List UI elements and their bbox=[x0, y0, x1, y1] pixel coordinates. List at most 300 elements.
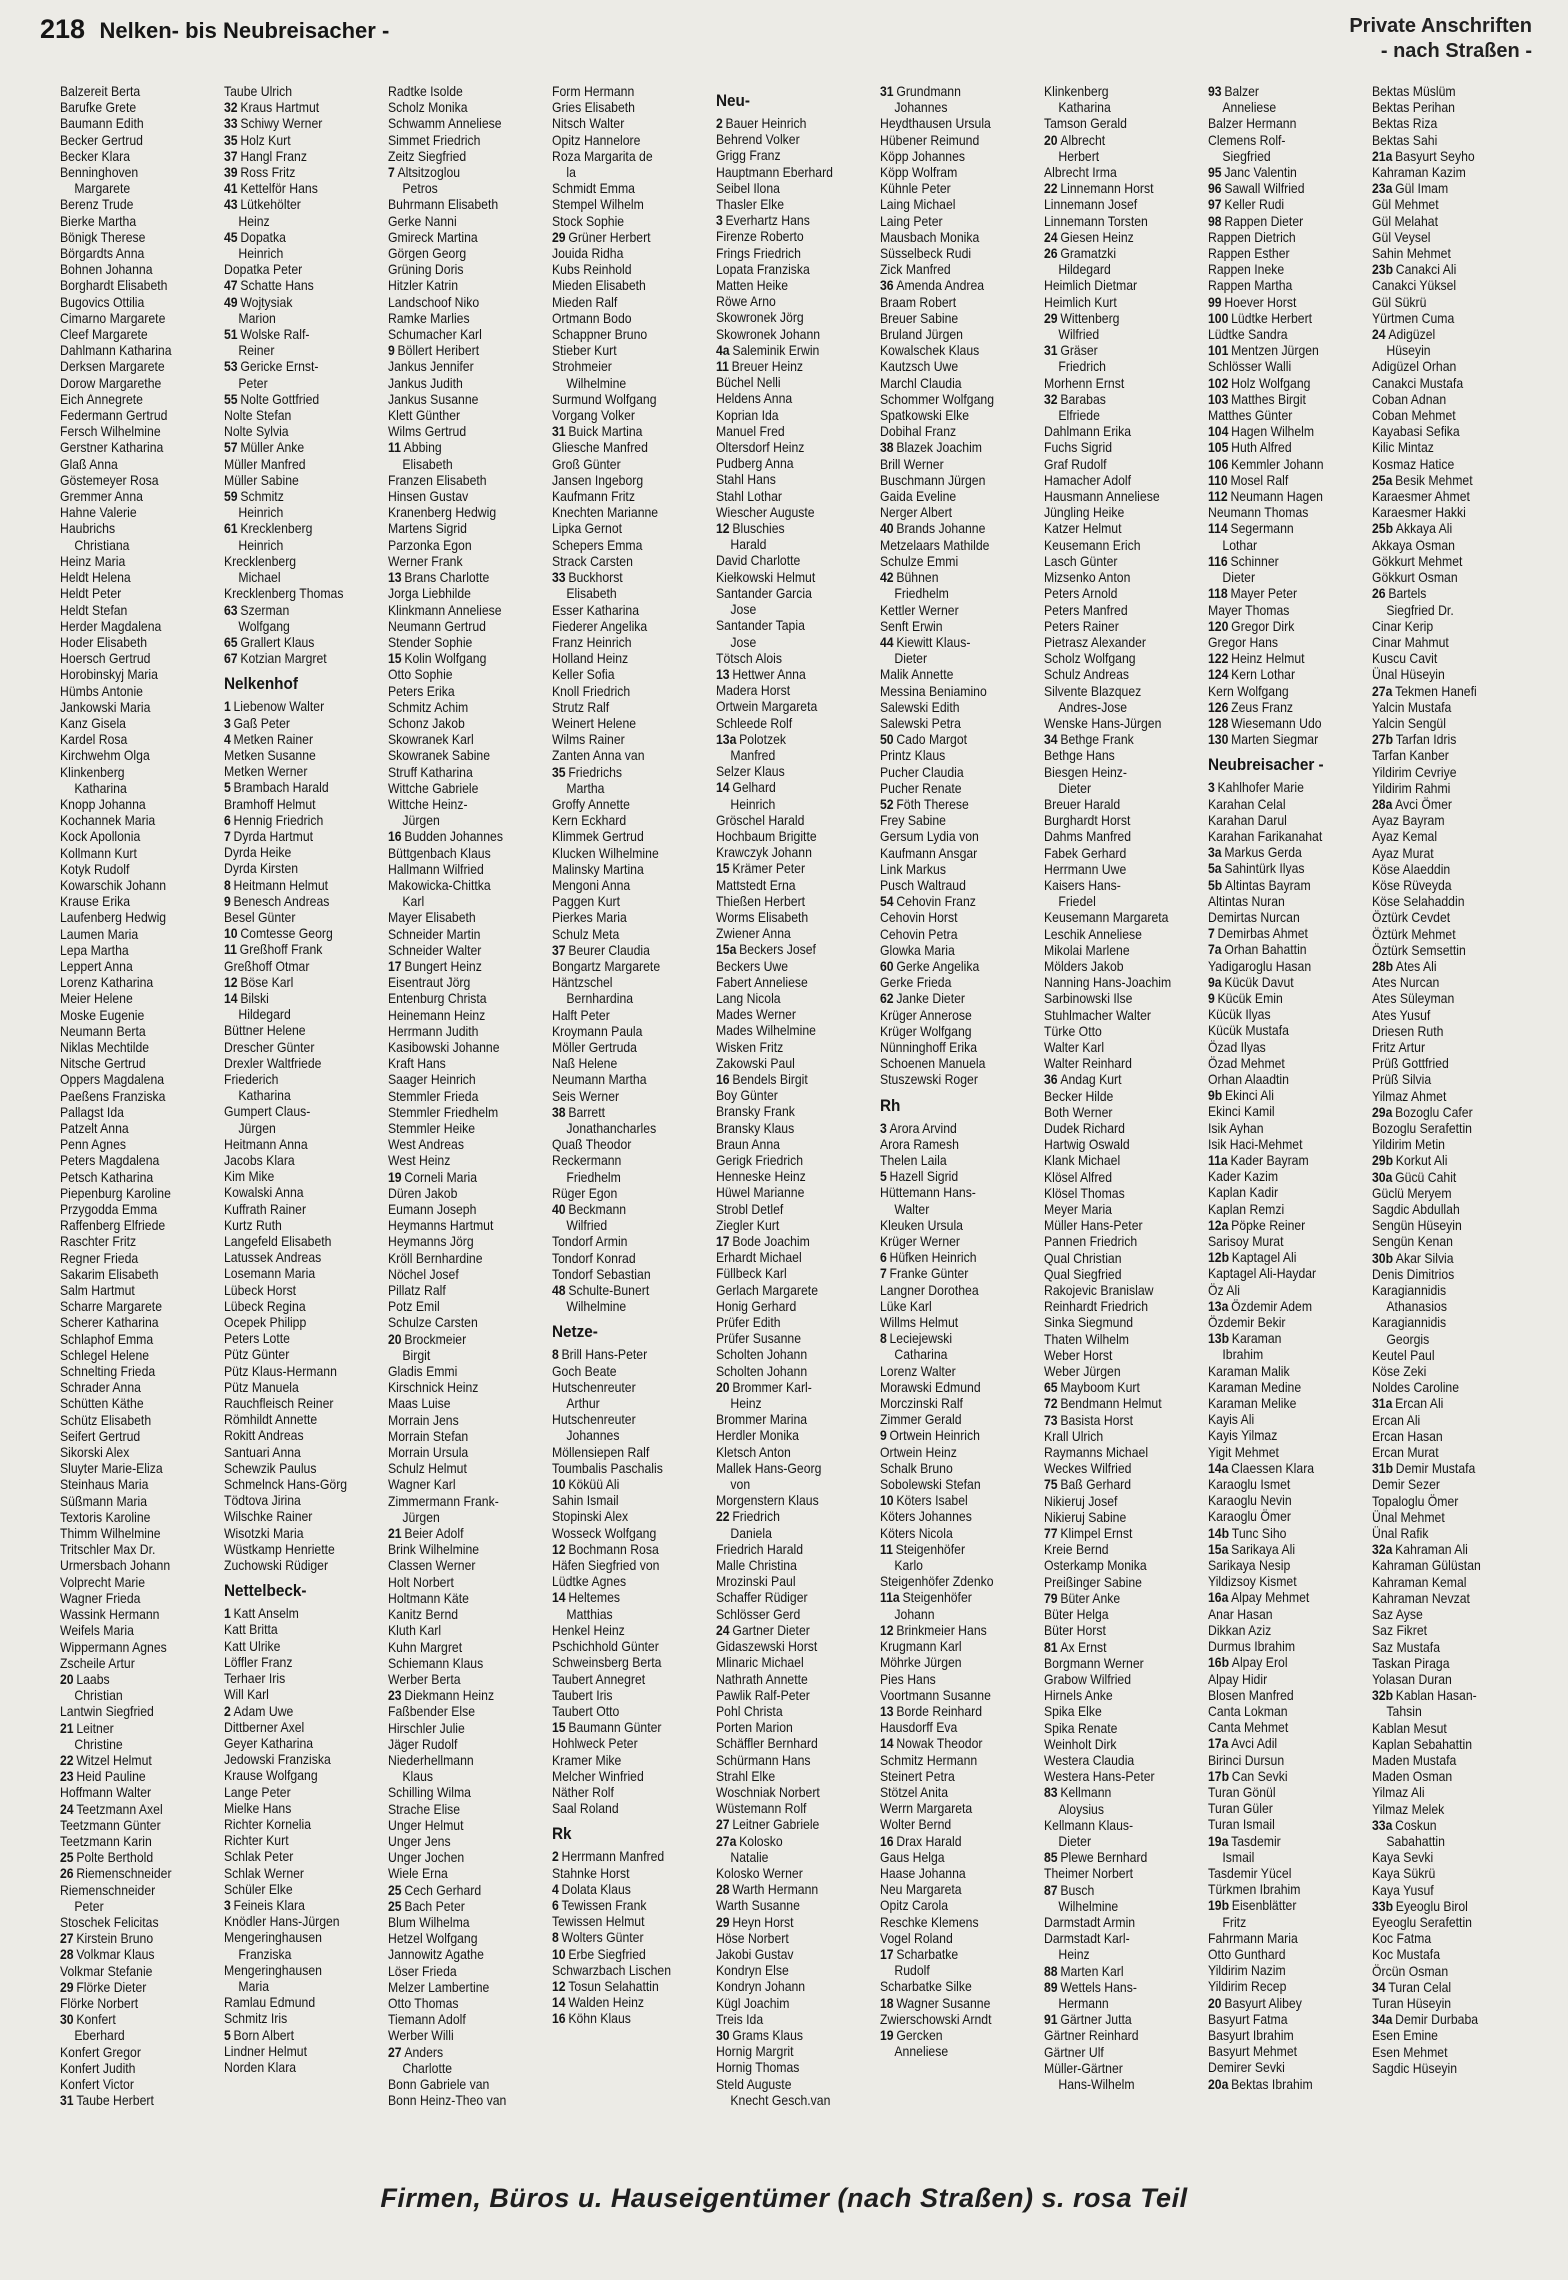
house-number: 7 bbox=[388, 165, 395, 181]
directory-entry: Karaman Medine bbox=[1208, 1379, 1302, 1395]
directory-entry bbox=[716, 1234, 858, 1250]
house-number: 15a bbox=[716, 942, 737, 958]
directory-entry: Bramhoff Helmut bbox=[224, 796, 316, 812]
directory-entry: Heldt Helena bbox=[60, 570, 131, 586]
directory-entry bbox=[552, 1995, 694, 2011]
resident-name: Besik Mehmet bbox=[1395, 472, 1473, 488]
directory-entry: Kaplan Kadir bbox=[1208, 1185, 1279, 1201]
house-number: 10 bbox=[880, 1493, 894, 1509]
directory-entry bbox=[1208, 700, 1350, 716]
directory-entry: Peters Erika bbox=[388, 683, 455, 699]
directory-entry: Kern Wolfgang bbox=[1208, 683, 1289, 699]
directory-entry bbox=[1044, 181, 1186, 197]
directory-entry: Maden Mustafa bbox=[1372, 1752, 1457, 1768]
directory-entry: Kettler Werner bbox=[880, 602, 959, 618]
house-number: 72 bbox=[1044, 1396, 1058, 1412]
directory-entry: Latussek Andreas bbox=[224, 1250, 322, 1266]
directory-entry bbox=[1044, 1964, 1186, 1980]
directory-entry bbox=[880, 2028, 1022, 2044]
directory-entry: Kowarschik Johann bbox=[60, 877, 167, 893]
directory-entry: Zwiener Anna bbox=[716, 926, 791, 942]
directory-entry bbox=[224, 651, 366, 667]
directory-entry bbox=[388, 1170, 530, 1186]
resident-name: Buckhorst bbox=[568, 570, 623, 586]
entry-continuation: la bbox=[566, 165, 576, 181]
house-number: 16b bbox=[1208, 1655, 1230, 1671]
directory-entry: Adigüzel Orhan bbox=[1372, 359, 1457, 375]
resident-name: Steigenhöfer bbox=[895, 1541, 966, 1557]
directory-entry: Kayabasi Sefika bbox=[1372, 424, 1460, 440]
resident-name: Grundmann bbox=[896, 84, 961, 99]
house-number: 88 bbox=[1044, 1963, 1058, 1979]
house-number: 5 bbox=[880, 1169, 887, 1185]
directory-entry bbox=[224, 732, 366, 748]
resident-name: Gräser bbox=[1060, 343, 1098, 359]
directory-entry: Denis Dimitrios bbox=[1372, 1266, 1455, 1282]
directory-entry: Cleef Margarete bbox=[60, 327, 148, 343]
resident-name: Sahintürk Ilyas bbox=[1224, 861, 1305, 877]
resident-name: Gerke Angelika bbox=[896, 958, 980, 974]
directory-entry bbox=[388, 829, 530, 845]
directory-entry: Öztürk Cevdet bbox=[1372, 910, 1451, 926]
directory-entry: Gärtner Reinhard bbox=[1044, 2028, 1139, 2044]
directory-entry: Balzereit Berta bbox=[60, 84, 141, 99]
directory-entry: Schommer Wolfgang bbox=[880, 391, 995, 407]
directory-entry: Neumann Berta bbox=[60, 1023, 146, 1039]
directory-entry: Schumacher Karl bbox=[388, 327, 482, 343]
directory-entry bbox=[388, 1332, 530, 1348]
directory-entry bbox=[552, 1105, 694, 1121]
house-number: 25b bbox=[1372, 521, 1394, 537]
directory-entry: Kanz Gisela bbox=[60, 715, 126, 731]
directory-entry bbox=[1372, 1105, 1514, 1121]
directory-entry: Yadigaroglu Hasan bbox=[1208, 958, 1312, 974]
directory-entry: Pucher Renate bbox=[880, 780, 962, 796]
resident-name: Brockmeier bbox=[404, 1331, 467, 1347]
directory-entry: Ocepek Philipp bbox=[224, 1315, 307, 1331]
resident-name: Diekmann Heinz bbox=[404, 1688, 495, 1704]
directory-entry: Süsselbeck Rudi bbox=[880, 246, 972, 262]
entry-continuation: Klaus bbox=[402, 1769, 434, 1785]
directory-entry: Yildirim Recep bbox=[1208, 1979, 1287, 1995]
directory-entry: Gökkurt Osman bbox=[1372, 570, 1458, 586]
entry-continuation: Tahsin bbox=[1386, 1704, 1422, 1720]
directory-entry bbox=[224, 295, 366, 311]
house-number: 27a bbox=[716, 1833, 737, 1849]
resident-name: Ercan Ali bbox=[1395, 1396, 1444, 1412]
directory-entry: Nerger Albert bbox=[880, 505, 953, 521]
directory-column bbox=[1372, 84, 1514, 2178]
resident-name: Kotzian Margret bbox=[240, 651, 327, 667]
directory-entry: Kochannek Maria bbox=[60, 813, 156, 829]
directory-entry: Dobihal Franz bbox=[880, 424, 957, 440]
directory-entry bbox=[880, 1623, 1022, 1639]
directory-entry: Birinci Dursun bbox=[1208, 1752, 1285, 1768]
directory-entry bbox=[1044, 2012, 1186, 2028]
house-number: 24 bbox=[60, 1801, 74, 1817]
resident-name: Corneli Maria bbox=[404, 1169, 478, 1185]
directory-entry bbox=[552, 230, 694, 246]
resident-name: Basyurt Alibey bbox=[1224, 1995, 1302, 2011]
house-number: 23 bbox=[388, 1688, 402, 1704]
directory-entry: Weifels Maria bbox=[60, 1623, 134, 1639]
directory-entry: Skowronek Johann bbox=[716, 326, 821, 342]
house-number: 11 bbox=[880, 1541, 893, 1557]
directory-entry bbox=[1044, 1850, 1186, 1866]
resident-name: Marten Karl bbox=[1060, 1963, 1124, 1979]
directory-entry: Franzen Elisabeth bbox=[388, 472, 487, 488]
house-number: 16 bbox=[716, 1071, 730, 1087]
directory-entry: Breuer Sabine bbox=[880, 310, 959, 326]
directory-entry: Schonz Jakob bbox=[388, 715, 465, 731]
directory-entry: Werrn Margareta bbox=[880, 1801, 973, 1817]
directory-entry: Jüngling Heike bbox=[1044, 505, 1125, 521]
house-number: 60 bbox=[880, 958, 894, 974]
directory-entry: Kücük Ilyas bbox=[1208, 1007, 1271, 1023]
house-number: 130 bbox=[1208, 732, 1229, 748]
directory-entry: Wiescher Auguste bbox=[716, 504, 815, 520]
directory-entry: Noldes Caroline bbox=[1372, 1380, 1460, 1396]
resident-name: Budden Johannes bbox=[404, 829, 503, 845]
directory-entry: Jouida Ridha bbox=[552, 246, 624, 262]
entry-continuation: Wilhelmine bbox=[566, 1299, 627, 1315]
directory-entry: Kügl Joachim bbox=[716, 1995, 790, 2011]
entry-continuation: Peter bbox=[238, 375, 268, 391]
directory-entry: Bugovics Ottilia bbox=[60, 294, 145, 310]
directory-entry bbox=[880, 1736, 1022, 1752]
house-number: 27 bbox=[60, 1931, 74, 1947]
directory-entry: Düren Jakob bbox=[388, 1185, 458, 1201]
entry-continuation: Johann bbox=[894, 1606, 935, 1622]
directory-entry bbox=[1208, 1153, 1350, 1169]
directory-entry: Sluyter Marie-Eliza bbox=[60, 1461, 163, 1477]
directory-entry: Karaoglu Ismet bbox=[1208, 1477, 1291, 1493]
directory-entry: Buhrmann Elisabeth bbox=[388, 197, 499, 213]
house-number: 34 bbox=[1044, 732, 1058, 748]
directory-entry: Gerke Nanni bbox=[388, 213, 457, 229]
house-number: 4 bbox=[552, 1881, 559, 1897]
directory-entry bbox=[716, 732, 858, 748]
directory-entry bbox=[552, 1202, 694, 1218]
directory-entry: Kroymann Paula bbox=[552, 1023, 643, 1039]
directory-entry: Stender Sophie bbox=[388, 634, 473, 650]
house-number: 11 bbox=[388, 440, 401, 456]
house-number: 36 bbox=[1044, 1072, 1058, 1088]
house-number: 12 bbox=[224, 974, 238, 990]
directory-entry bbox=[388, 1883, 530, 1899]
directory-entry bbox=[60, 1672, 202, 1688]
directory-entry: Penn Agnes bbox=[60, 1137, 126, 1153]
directory-entry: Wiele Erna bbox=[388, 1866, 448, 1882]
directory-entry bbox=[1372, 181, 1514, 197]
house-number: 14 bbox=[224, 990, 238, 1006]
resident-name: Metken Rainer bbox=[233, 731, 314, 747]
directory-entry: Ortmann Bodo bbox=[552, 310, 632, 326]
directory-entry: Yilmaz Ali bbox=[1372, 1785, 1425, 1801]
directory-entry bbox=[1208, 1299, 1350, 1315]
directory-entry: Demirer Sevki bbox=[1208, 2060, 1285, 2076]
house-number: 19a bbox=[1208, 1833, 1229, 1849]
directory-entry: West Heinz bbox=[388, 1153, 451, 1169]
entry-continuation: Anneliese bbox=[894, 2044, 949, 2060]
entry-continuation: Catharina bbox=[894, 1347, 948, 1363]
house-number: 16 bbox=[552, 2011, 566, 2027]
directory-entry bbox=[880, 732, 1022, 748]
directory-entry bbox=[1208, 651, 1350, 667]
directory-entry: Tiemann Adolf bbox=[388, 2012, 466, 2028]
directory-entry: Hüttemann Hans- bbox=[880, 1185, 976, 1201]
directory-entry: Mizsenko Anton bbox=[1044, 570, 1131, 586]
directory-entry: Sahin Ismail bbox=[552, 1493, 619, 1509]
directory-entry: Schlaphof Emma bbox=[60, 1331, 154, 1347]
directory-entry bbox=[60, 1753, 202, 1769]
house-number: 8 bbox=[880, 1331, 887, 1347]
directory-entry: Linnemann Josef bbox=[1044, 197, 1138, 213]
house-number: 96 bbox=[1208, 181, 1222, 197]
directory-entry bbox=[1208, 392, 1350, 408]
directory-entry: Basyurt Mehmet bbox=[1208, 2044, 1298, 2060]
directory-entry: Hamacher Adolf bbox=[1044, 472, 1132, 488]
resident-name: Holz Kurt bbox=[240, 132, 291, 148]
house-number: 16 bbox=[880, 1833, 894, 1849]
directory-entry bbox=[224, 926, 366, 942]
directory-entry: Mrozinski Paul bbox=[716, 1574, 796, 1590]
directory-entry: Dahms Manfred bbox=[1044, 829, 1132, 845]
directory-entry bbox=[388, 651, 530, 667]
house-number: 120 bbox=[1208, 618, 1229, 634]
directory-entry: Anar Hasan bbox=[1208, 1606, 1273, 1622]
directory-entry: Willms Helmut bbox=[880, 1315, 959, 1331]
resident-name: Nolte Gottfried bbox=[240, 391, 320, 407]
directory-entry bbox=[224, 440, 366, 456]
directory-entry: Vorgang Volker bbox=[552, 408, 635, 424]
resident-name: Wolske Ralf- bbox=[240, 327, 310, 343]
resident-name: Hettwer Anna bbox=[732, 666, 806, 682]
directory-entry: Stoschek Felicitas bbox=[60, 1914, 159, 1930]
directory-entry: Otto Sophie bbox=[388, 667, 453, 683]
directory-entry: Westera Claudia bbox=[1044, 1752, 1135, 1768]
directory-entry: Kletsch Anton bbox=[716, 1444, 791, 1460]
resident-name: Erbe Siegfried bbox=[568, 1946, 646, 1962]
directory-entry: Möhrke Jürgen bbox=[880, 1655, 962, 1671]
directory-entry: Urmersbach Johann bbox=[60, 1558, 171, 1574]
directory-entry: Kowalski Anna bbox=[224, 1185, 304, 1201]
directory-column bbox=[880, 84, 1022, 2178]
directory-entry: Neu Margareta bbox=[880, 1882, 962, 1898]
directory-entry: Niederhellmann bbox=[388, 1752, 474, 1768]
directory-entry: Köpp Johannes bbox=[880, 148, 966, 164]
directory-entry bbox=[1208, 473, 1350, 489]
directory-entry: Coban Mehmet bbox=[1372, 408, 1456, 424]
directory-entry: Naß Helene bbox=[552, 1056, 618, 1072]
directory-entry bbox=[880, 797, 1022, 813]
directory-entry: Rappen Ineke bbox=[1208, 262, 1285, 278]
directory-entry: Lindner Helmut bbox=[224, 2043, 307, 2059]
directory-entry: Koc Fatma bbox=[1372, 1931, 1432, 1947]
directory-entry: Drescher Günter bbox=[224, 1039, 315, 1055]
directory-entry bbox=[552, 1947, 694, 1963]
directory-entry: Nitsch Walter bbox=[552, 116, 625, 132]
house-number: 15 bbox=[388, 651, 402, 667]
house-number: 35 bbox=[224, 132, 238, 148]
directory-entry: Pucher Claudia bbox=[880, 764, 964, 780]
house-number: 52 bbox=[880, 796, 894, 812]
resident-name: Claessen Klara bbox=[1231, 1460, 1315, 1476]
directory-entry bbox=[1044, 311, 1186, 327]
section-heading-line1: Private Anschriften bbox=[1349, 15, 1532, 37]
directory-entry: Schütz Elisabeth bbox=[60, 1412, 152, 1428]
house-number: 19 bbox=[388, 1169, 402, 1185]
directory-entry bbox=[552, 2011, 694, 2027]
house-number: 27a bbox=[1372, 683, 1393, 699]
directory-entry: Turan Hüseyin bbox=[1372, 1995, 1452, 2011]
directory-entry: Pudberg Anna bbox=[716, 456, 794, 472]
directory-entry: Mielke Hans bbox=[224, 1800, 292, 1816]
directory-entry: Karagiannidis bbox=[1372, 1283, 1447, 1299]
directory-entry: Altintas Nuran bbox=[1208, 893, 1285, 909]
house-number: 16a bbox=[1208, 1590, 1229, 1606]
directory-entry: Bransky Klaus bbox=[716, 1120, 795, 1136]
directory-entry: Pütz Günter bbox=[224, 1347, 290, 1363]
directory-entry: Börgardts Anna bbox=[60, 246, 145, 262]
entry-continuation: Wolfgang bbox=[238, 618, 290, 634]
directory-entry bbox=[224, 603, 366, 619]
directory-entry: Lübeck Regina bbox=[224, 1298, 306, 1314]
house-number: 126 bbox=[1208, 699, 1229, 715]
directory-entry: Bonn Heinz-Theo van bbox=[388, 2093, 507, 2109]
directory-entry: Ercan Ali bbox=[1372, 1412, 1421, 1428]
resident-name: Everhartz Hans bbox=[725, 213, 810, 229]
directory-entry: Wisotzki Maria bbox=[224, 1525, 304, 1541]
resident-name: Flörke Dieter bbox=[76, 1979, 147, 1995]
directory-entry: Heinz Maria bbox=[60, 553, 126, 569]
directory-entry bbox=[1372, 1170, 1514, 1186]
entry-continuation: Maria bbox=[238, 1978, 269, 1994]
directory-entry: Schürmann Hans bbox=[716, 1752, 811, 1768]
directory-entry: Schalk Bruno bbox=[880, 1460, 953, 1476]
house-number: 24 bbox=[1372, 327, 1386, 343]
entry-continuation: Dieter bbox=[1058, 780, 1092, 796]
house-number: 20 bbox=[60, 1671, 74, 1687]
resident-name: Hüfken Heinrich bbox=[889, 1250, 977, 1266]
directory-entry: Heimlich Dietmar bbox=[1044, 278, 1138, 294]
resident-name: Bozoglu Cafer bbox=[1395, 1104, 1473, 1120]
directory-entry: Borgmann Werner bbox=[1044, 1655, 1144, 1671]
directory-entry bbox=[880, 894, 1022, 910]
resident-name: Scharbatke bbox=[896, 1946, 959, 1962]
directory-entry: Manuel Fred bbox=[716, 423, 785, 439]
directory-entry: Thelen Laila bbox=[880, 1153, 947, 1168]
resident-name: Canakci Ali bbox=[1395, 262, 1457, 278]
directory-entry bbox=[1372, 1396, 1514, 1412]
directory-entry: Neumann Gertrud bbox=[388, 618, 486, 634]
house-number: 91 bbox=[1044, 2012, 1058, 2028]
resident-name: Rappen Dieter bbox=[1224, 213, 1304, 229]
resident-name: Alpay Mehmet bbox=[1231, 1590, 1310, 1606]
directory-entry bbox=[716, 1817, 858, 1833]
house-number: 34 bbox=[1372, 1979, 1386, 1995]
house-number: 9 bbox=[880, 1428, 887, 1444]
house-number: 14 bbox=[880, 1736, 894, 1752]
directory-entry bbox=[1208, 489, 1350, 505]
directory-entry bbox=[1208, 926, 1350, 942]
directory-entry bbox=[552, 1898, 694, 1914]
resident-name: Grams Klaus bbox=[732, 2027, 804, 2043]
directory-entry: Eyeoglu Serafettin bbox=[1372, 1914, 1472, 1930]
resident-name: Alpay Erol bbox=[1231, 1655, 1288, 1671]
directory-entry: Schmidt Emma bbox=[552, 181, 635, 197]
directory-entry: Biesgen Heinz- bbox=[1044, 764, 1127, 780]
directory-entry: Pillatz Ralf bbox=[388, 1283, 446, 1299]
house-number: 11a bbox=[1208, 1153, 1228, 1168]
resident-name: Karaman bbox=[1231, 1331, 1282, 1347]
house-number: 81 bbox=[1044, 1639, 1058, 1655]
resident-name: Wagner Susanne bbox=[896, 1995, 991, 2011]
directory-entry: Werber Willi bbox=[388, 2028, 454, 2044]
resident-name: Kraus Hartmut bbox=[240, 100, 320, 116]
directory-entry bbox=[716, 1882, 858, 1898]
directory-entry: Öztürk Semsettin bbox=[1372, 942, 1466, 958]
directory-entry: Unger Jens bbox=[388, 1833, 451, 1849]
directory-entry: Wüstemann Rolf bbox=[716, 1801, 807, 1817]
directory-entry bbox=[1208, 311, 1350, 327]
resident-name: Mayboom Kurt bbox=[1060, 1380, 1140, 1396]
house-number: 98 bbox=[1208, 213, 1222, 229]
directory-entry: Teetzmann Günter bbox=[60, 1817, 161, 1833]
resident-name: Kern Lothar bbox=[1231, 667, 1296, 683]
directory-entry: Stock Sophie bbox=[552, 213, 625, 229]
directory-entry: Canakci Mustafa bbox=[1372, 375, 1464, 391]
directory-entry: Jacobs Klara bbox=[224, 1153, 295, 1168]
directory-entry bbox=[224, 392, 366, 408]
directory-entry: Gröschel Harald bbox=[716, 812, 805, 828]
street-heading: Rk bbox=[552, 1824, 572, 1844]
directory-entry: Morrain Jens bbox=[388, 1412, 459, 1428]
resident-name: Dopatka bbox=[240, 229, 286, 245]
directory-entry: Opitz Hannelore bbox=[552, 132, 641, 148]
directory-entry: Richter Kurt bbox=[224, 1833, 289, 1849]
directory-entry: Frings Friedrich bbox=[716, 245, 801, 261]
directory-entry: Steinhaus Maria bbox=[60, 1477, 149, 1493]
directory-entry: Pies Hans bbox=[880, 1671, 936, 1687]
resident-name: Hennig Friedrich bbox=[233, 812, 324, 828]
directory-entry: Albrecht Irma bbox=[1044, 165, 1117, 181]
directory-entry: Mieden Elisabeth bbox=[552, 278, 646, 294]
house-number: 3a bbox=[1208, 845, 1222, 861]
house-number: 128 bbox=[1208, 715, 1229, 731]
directory-entry: Konfert Victor bbox=[60, 2076, 134, 2092]
directory-entry: Laing Michael bbox=[880, 197, 956, 213]
directory-entry: Schnelting Frieda bbox=[60, 1364, 156, 1380]
house-number: 12 bbox=[552, 1541, 566, 1557]
entry-continuation: Eberhard bbox=[74, 2028, 125, 2044]
directory-entry: Nikieruj Sabine bbox=[1044, 1509, 1127, 1525]
house-number: 23 bbox=[60, 1769, 74, 1785]
directory-entry: Niklas Mechtilde bbox=[60, 1039, 150, 1055]
directory-entry bbox=[716, 667, 858, 683]
directory-entry: Weber Horst bbox=[1044, 1347, 1113, 1363]
page-header bbox=[40, 14, 389, 45]
directory-entry: Hübener Reimund bbox=[880, 132, 980, 148]
entry-continuation: Michael bbox=[238, 570, 281, 586]
directory-entry: Gliesche Manfred bbox=[552, 440, 648, 456]
directory-entry: Dittberner Axel bbox=[224, 1719, 305, 1735]
resident-name: Böse Karl bbox=[240, 974, 294, 990]
resident-name: Schmitz bbox=[240, 489, 284, 505]
street-heading: Nelkenhof bbox=[224, 674, 298, 694]
entry-continuation: Walter bbox=[894, 1201, 930, 1217]
directory-entry: Heinemann Heinz bbox=[388, 1007, 486, 1023]
